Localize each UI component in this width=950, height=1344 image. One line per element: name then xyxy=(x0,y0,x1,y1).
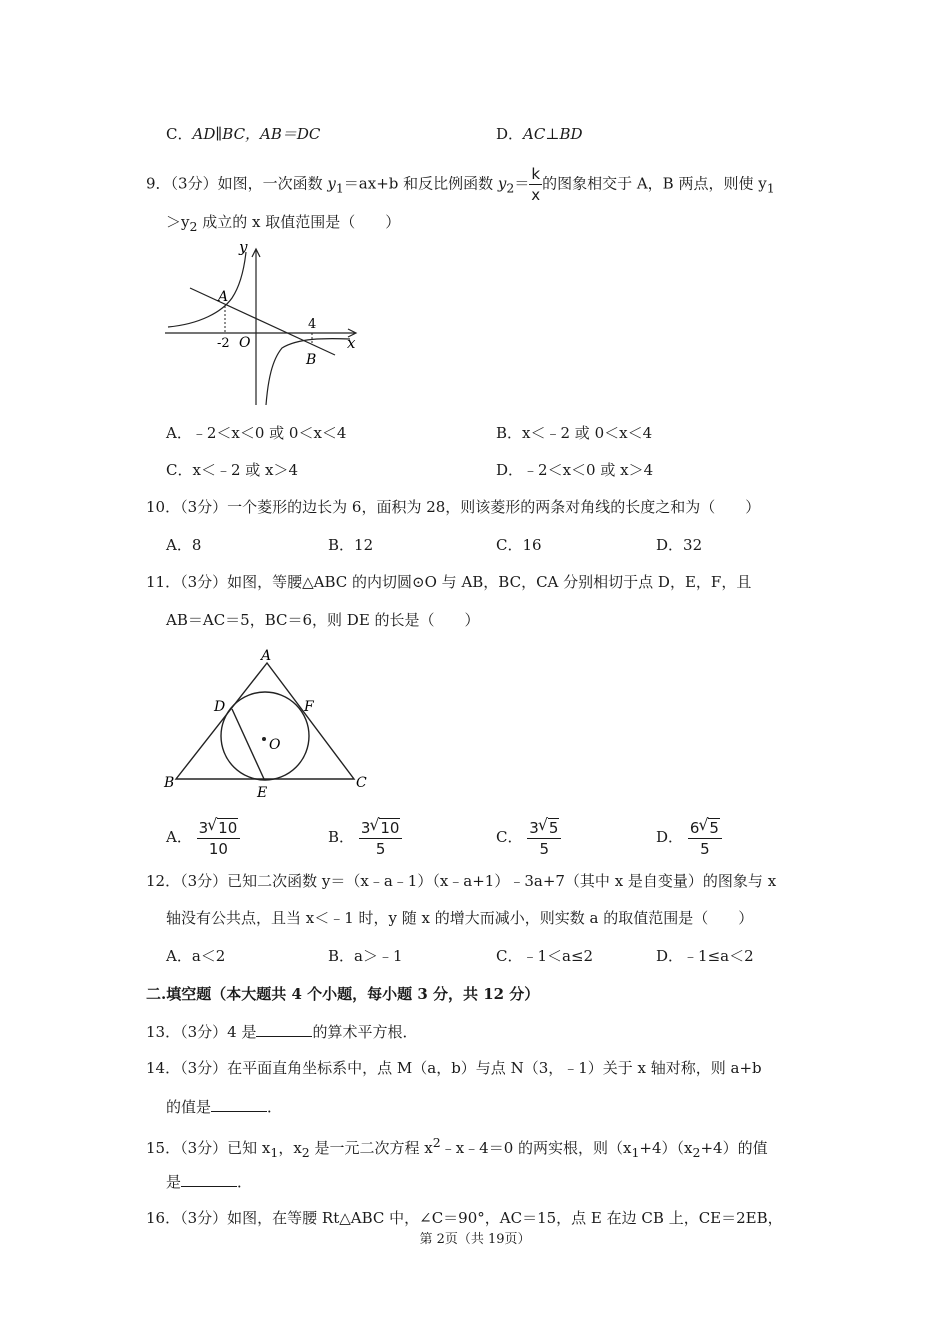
q10-stem: 10．（3分）一个菱形的边长为 6，面积为 28，则该菱形的两条对角线的长度之和为（ ） xyxy=(146,498,761,516)
q11-label-o: O xyxy=(269,737,281,753)
q11-label-e: E xyxy=(257,785,268,800)
q9-x-label: x xyxy=(347,334,356,352)
q14-after: ． xyxy=(267,1098,283,1116)
q9-option-c-text: x＜﹣2 或 x＞4 xyxy=(192,461,299,479)
q15-part-d: ﹣x﹣4＝0 的两实根，则（x xyxy=(440,1139,632,1157)
q11-label-c: C xyxy=(356,775,367,791)
q11-option-c-radicand: 5 xyxy=(548,818,559,837)
q15-sub-3: 1 xyxy=(631,1145,640,1160)
q15-sup-2: 2 xyxy=(432,1135,441,1150)
q11-option-a-den: 10 xyxy=(208,839,228,858)
q12-option-a: A．a＜2 xyxy=(166,947,226,965)
q11-segment-de xyxy=(232,709,264,779)
section-2-title: 二.填空题（本大题共 4 个小题，每小题 3 分，共 12 分） xyxy=(146,985,540,1003)
q11-triangle xyxy=(176,663,354,779)
q15-sub-4: 2 xyxy=(692,1145,701,1160)
q9-tick-neg2: -2 xyxy=(217,336,230,351)
q12-option-c: C．﹣1＜a≤2 xyxy=(496,947,594,965)
q11-option-d-coef: 6 xyxy=(689,818,700,837)
q9-line2-sub: 2 xyxy=(189,219,198,234)
q13-before: 13．（3分）4 是 xyxy=(146,1023,257,1041)
q9-point-a-label: A xyxy=(218,289,229,305)
q11-option-b xyxy=(328,815,402,859)
q11-option-b-fraction: 3 √ 10 5 xyxy=(359,820,403,857)
q9-rest1-sub: 1 xyxy=(766,180,775,196)
q9-graph-figure xyxy=(160,240,365,408)
q9-y2-sub: 2 xyxy=(506,180,515,196)
q15-part-c: 是一元二次方程 x xyxy=(309,1139,433,1157)
q11-center-dot xyxy=(262,737,266,741)
q15-part-e: +4）（x xyxy=(639,1139,693,1157)
q11-option-c xyxy=(496,815,561,859)
q11-option-a-radicand: 10 xyxy=(218,818,238,837)
q11-option-a-coef: 3 xyxy=(198,818,209,837)
q10-option-c: C．16 xyxy=(496,536,542,554)
q11-option-b-den: 5 xyxy=(375,839,386,858)
q8-option-c-text: AD∥BC，AB＝DC xyxy=(192,125,321,143)
q9-hyperbola-left xyxy=(168,252,246,327)
q11-option-d-label: D． xyxy=(656,828,684,846)
q14-answer-blank xyxy=(211,1096,267,1112)
q11-label-d: D xyxy=(214,699,226,715)
q11-option-d-fraction: 6 √ 5 5 xyxy=(688,820,722,857)
q10-option-b: B．12 xyxy=(328,536,374,554)
q11-option-d-den: 5 xyxy=(700,839,710,858)
q11-incircle xyxy=(221,692,309,780)
q11-option-c-label: C． xyxy=(496,828,523,846)
q10-option-d: D．32 xyxy=(656,536,703,554)
q15-part-f: +4）的值 xyxy=(700,1139,768,1157)
q9-tick-4: 4 xyxy=(308,317,317,332)
q11-triangle-figure xyxy=(160,645,375,800)
q9-hyperbola-right xyxy=(266,339,350,405)
q9-y1-sub: 1 xyxy=(335,180,344,196)
q11-option-b-label: B． xyxy=(328,828,355,846)
page-footer: 第 2页（共 19页） xyxy=(419,1232,531,1247)
q11-option-a xyxy=(166,815,240,859)
q11-label-a: A xyxy=(261,648,272,664)
q9-eq2: ＝ xyxy=(514,174,530,193)
q11-option-d-radicand: 5 xyxy=(709,818,719,837)
q11-option-b-coef: 3 xyxy=(360,818,371,837)
q15-after: ． xyxy=(237,1173,253,1191)
q9-option-a-label: A． xyxy=(166,424,192,442)
q13-stem xyxy=(146,1021,417,1042)
q9-option-b xyxy=(496,423,652,443)
q9-line2-a: ＞y xyxy=(166,213,190,231)
q9-option-d-label: D． xyxy=(496,461,524,479)
q11-label-f: F xyxy=(304,699,314,715)
q12-stem-line2: 轴没有公共点，且当 x＜﹣1 时，y 随 x 的增大而减小，则实数 a 的取值范围是（ ） xyxy=(166,909,754,927)
q9-stem-line1 xyxy=(146,166,775,203)
q10-option-a: A．8 xyxy=(166,536,202,554)
q8-option-d-text: AC⊥BD xyxy=(523,125,583,143)
q11-option-c-den: 5 xyxy=(539,839,550,858)
q14-stem-line1: 14．（3分）在平面直角坐标系中，点 M（a，b）与点 N（3，﹣1）关于 x 轴对称，则 a+b xyxy=(146,1059,762,1077)
q11-stem-line1: 11．（3分）如图，等腰△ABC 的内切圆⊙O 与 AB，BC，CA 分别相切于点 D，E，F，且 xyxy=(146,573,752,591)
q9-y-label: y xyxy=(239,240,248,256)
q11-label-b: B xyxy=(164,775,175,791)
q12-stem-line1: 12．（3分）已知二次函数 y＝（x﹣a﹣1）（x﹣a+1）﹣3a+7（其中 x 是自变量）的图象与 x xyxy=(146,872,777,890)
q9-option-d-text: ﹣2＜x＜0 或 x＞4 xyxy=(523,461,654,479)
q15-answer-blank xyxy=(181,1171,237,1187)
q9-y2: y xyxy=(497,174,507,193)
q8-option-c-label: C． xyxy=(166,125,193,143)
q15-part-a: 15．（3分）已知 x xyxy=(146,1139,271,1157)
q15-part-b: ，x xyxy=(278,1139,302,1157)
q9-point-b-label: B xyxy=(306,352,317,368)
q14-stem-line2 xyxy=(166,1096,282,1117)
q9-rest1: 的图象相交于 A，B 两点，则使 y xyxy=(542,174,767,193)
q11-option-a-fraction: 3 √ 10 10 xyxy=(197,820,241,857)
q9-option-b-text: x＜﹣2 或 0＜x＜4 xyxy=(522,424,653,442)
q9-y1: y xyxy=(327,174,336,193)
q9-number: 9．（3分）如图，一次函数 xyxy=(146,174,328,193)
q9-option-a-text: ﹣2＜x＜0 或 0＜x＜4 xyxy=(191,424,347,442)
q9-option-c xyxy=(166,460,298,480)
q9-option-b-label: B． xyxy=(496,424,523,442)
q9-fraction xyxy=(529,166,542,203)
q13-answer-blank xyxy=(256,1021,312,1037)
q9-origin-label: O xyxy=(239,335,251,351)
q8-option-d xyxy=(496,124,583,144)
q14-before: 的值是 xyxy=(166,1098,212,1116)
q9-option-a xyxy=(166,423,346,443)
q9-fraction-den: x xyxy=(531,186,541,204)
q9-fraction-num: k xyxy=(531,165,541,183)
q11-option-c-coef: 3 xyxy=(529,818,539,837)
q15-before: 是 xyxy=(166,1173,182,1191)
q8-option-c xyxy=(166,124,320,144)
q16-stem: 16．（3分）如图，在等腰 Rt△ABC 中，∠C＝90°，AC＝15，点 E 在边 CB 上，CE＝2EB， xyxy=(146,1209,783,1227)
q11-stem-line2: AB＝AC＝5，BC＝6，则 DE 的长是（ ） xyxy=(166,611,480,629)
q9-stem-line2 xyxy=(166,212,400,237)
q9-line2-b: 成立的 x 取值范围是（ ） xyxy=(197,213,401,231)
q12-option-d: D．﹣1≤a＜2 xyxy=(656,947,754,965)
q9-option-c-label: C． xyxy=(166,461,193,479)
q11-option-b-radicand: 10 xyxy=(380,818,400,837)
q11-option-d xyxy=(656,815,722,859)
q8-option-d-label: D． xyxy=(496,125,524,143)
q15-stem-line2 xyxy=(166,1171,252,1192)
q11-option-a-label: A． xyxy=(166,828,192,846)
q13-after: 的算术平方根． xyxy=(312,1023,418,1041)
q9-eq1: ＝ax+b 和反比例函数 xyxy=(343,174,498,193)
q11-option-c-fraction: 3 √ 5 5 xyxy=(527,820,561,857)
q9-option-d xyxy=(496,460,653,480)
q12-option-b: B．a＞﹣1 xyxy=(328,947,403,965)
q15-sub-2: 2 xyxy=(301,1145,310,1160)
q15-sub-1: 1 xyxy=(270,1145,279,1160)
q15-stem-line1 xyxy=(146,1133,768,1163)
